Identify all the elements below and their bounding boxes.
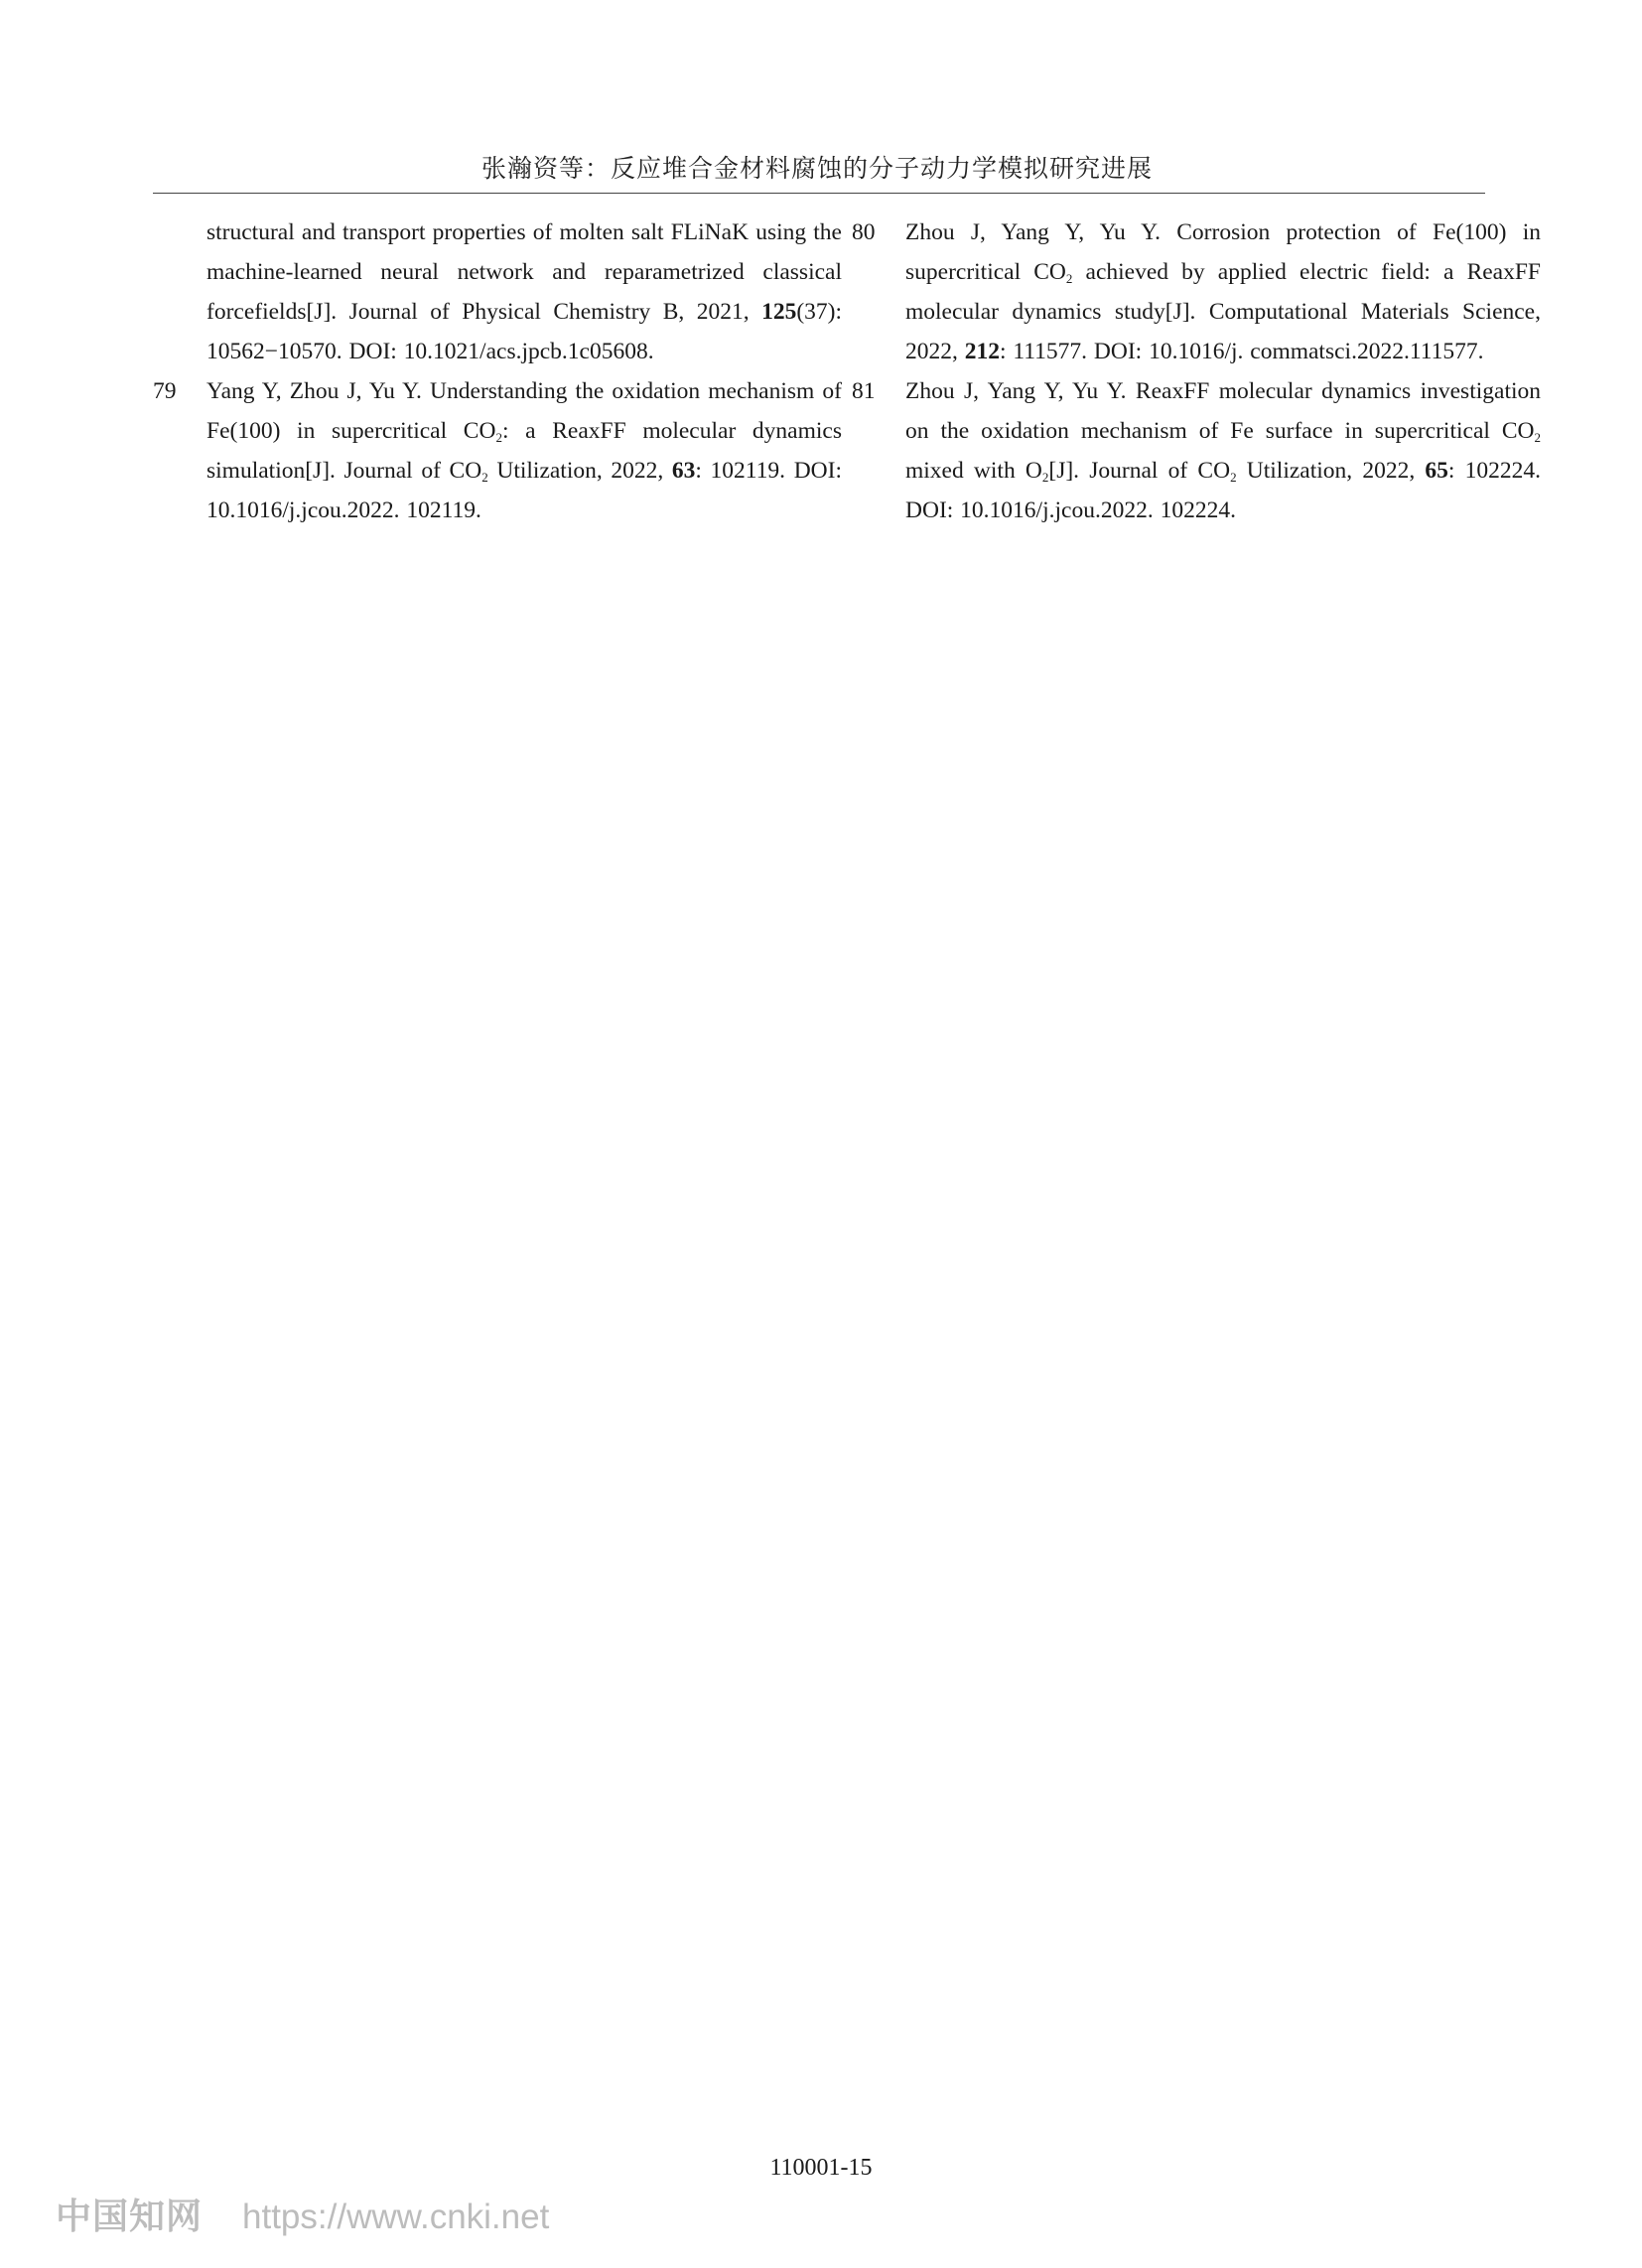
subscript: 2 (481, 470, 488, 485)
reference-text (206, 371, 842, 530)
reference-segment: : a ReaxFF molecular dynamics simulation[J]. Journal of CO (206, 418, 842, 484)
reference-segment: mixed with O (905, 458, 1042, 484)
reference-segment: Zhou J, Yang Y, Yu Y. Corrosion protection of Fe(100) in supercritical CO (905, 219, 1541, 285)
running-title: 张瀚资等：反应堆合金材料腐蚀的分子动力学模拟研究进展 (480, 154, 1153, 183)
reference-number: 81 (852, 378, 876, 404)
cnki-watermark (56, 2189, 549, 2239)
reference-segment: : 102119. DOI: 10.1016/j.jcou.2022. 102119. (206, 458, 842, 523)
reference-segment: structural and transport properties of molten salt FLiNaK using the machine-learned neural network and reparametrized classical forcefields[J]. Journal of Physical Chemistry B, 2021, (206, 219, 842, 325)
reference-segment: : 111577. DOI: 10.1016/j. commatsci.2022.111577. (1000, 339, 1484, 364)
watermark-name: 中国知网 (56, 2196, 204, 2236)
reference-segment: [J]. Journal of CO (1048, 458, 1231, 484)
page-number: 110001-15 (769, 2155, 873, 2181)
reference-segment: achieved by applied electric field: a ReaxFF molecular dynamics study[J]. Computational Materials Science, 2022, (905, 259, 1541, 364)
subscript: 2 (1041, 470, 1049, 485)
reference-entry (147, 371, 842, 530)
reference-text (905, 371, 1541, 530)
reference-segment: Zhou J, Yang Y, Yu Y. ReaxFF molecular dynamics investigation on the oxidation mechanism of Fe surface in supercritical CO (905, 378, 1541, 444)
header-rule (153, 193, 1485, 194)
volume-number: 65 (1425, 458, 1448, 484)
subscript: 2 (1534, 430, 1541, 445)
reference-text (206, 213, 842, 371)
reference-segment: (37): 10562−10570. DOI: 10.1021/acs.jpcb.1c05608. (206, 299, 842, 364)
reference-segment: : 102224. DOI: 10.1016/j.jcou.2022. 102224. (905, 458, 1542, 523)
volume-number: 63 (671, 458, 696, 484)
watermark-url[interactable]: https://www.cnki.net (242, 2197, 550, 2236)
volume-number: 125 (761, 299, 797, 325)
subscript: 2 (1230, 470, 1237, 485)
references-column-right (846, 213, 1541, 530)
subscript: 2 (495, 430, 502, 445)
subscript: 2 (1065, 271, 1073, 286)
reference-text (905, 213, 1541, 371)
reference-segment: Utilization, 2022, (1236, 458, 1426, 484)
reference-entry (846, 371, 1541, 530)
reference-entry (846, 213, 1541, 371)
reference-number: 79 (153, 378, 177, 404)
reference-segment: Utilization, 2022, (487, 458, 672, 484)
references-column-left (147, 213, 842, 530)
volume-number: 212 (964, 339, 1000, 364)
reference-entry (147, 213, 842, 371)
reference-number: 80 (852, 219, 876, 245)
reference-segment: Yang Y, Zhou J, Yu Y. Understanding the oxidation mechanism of Fe(100) in supercritical CO (206, 378, 842, 444)
